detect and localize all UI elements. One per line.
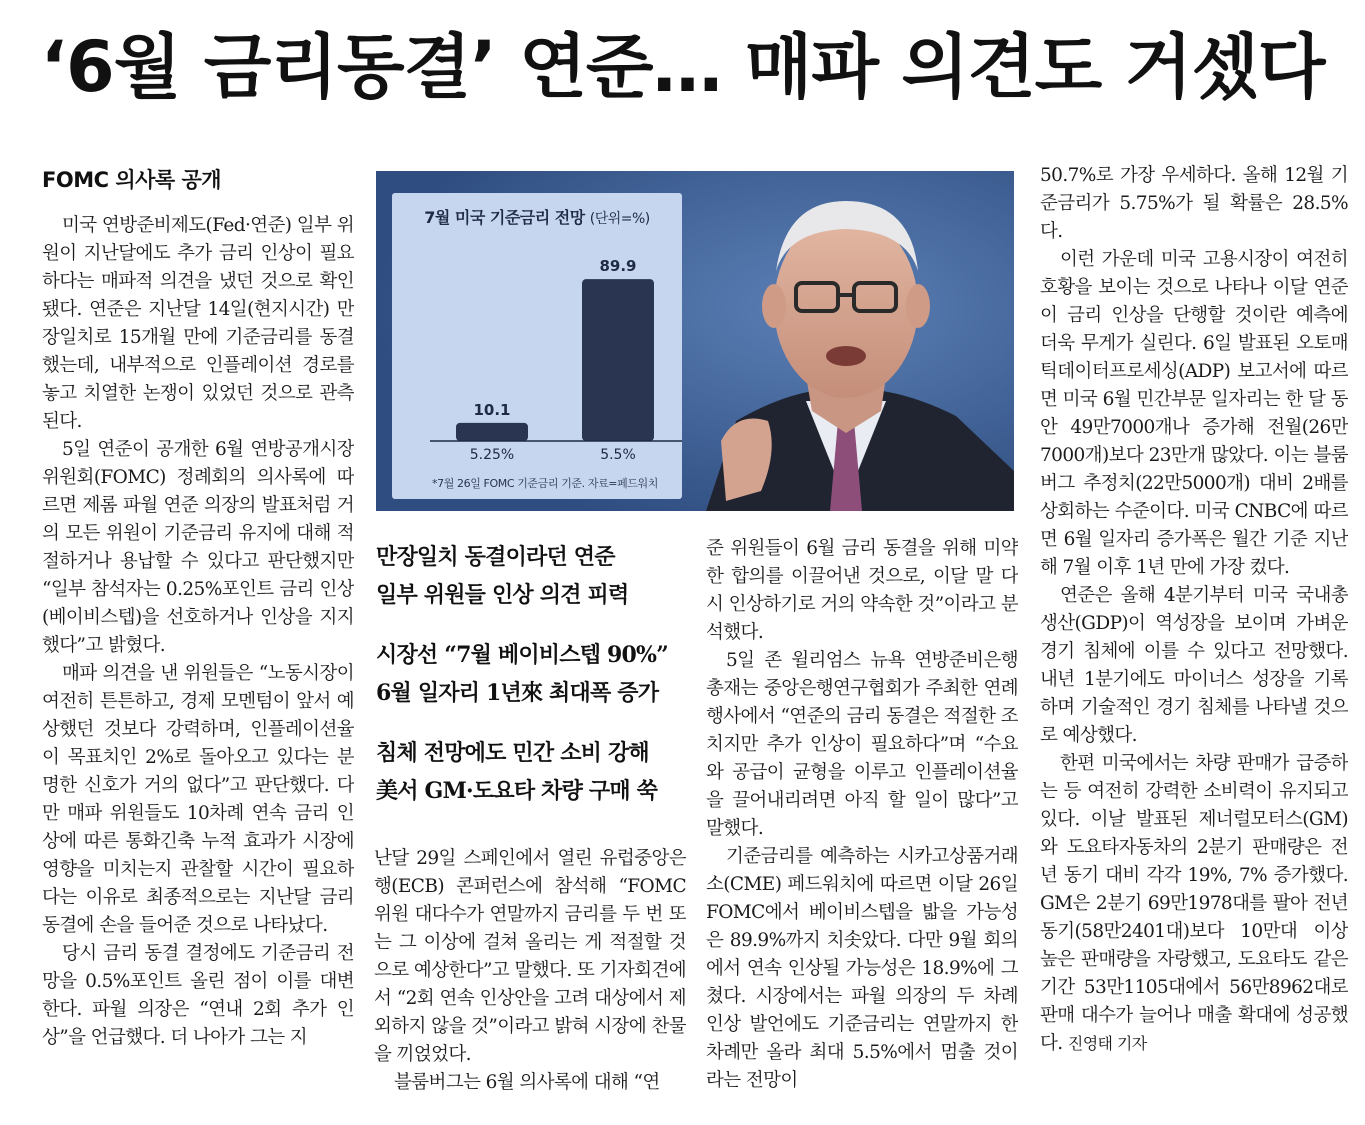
deck-line: 6월 일자리 1년來 최대폭 증가 xyxy=(376,680,659,706)
news-photo xyxy=(376,171,1014,511)
paragraph: 50.7%로 가장 우세하다. 올해 12월 기준금리가 5.75%가 될 확률은 28.5%다. xyxy=(1040,165,1348,242)
subhead: FOMC 의사록 공개 xyxy=(42,168,222,192)
deck-line: 시장선 “7월 베이비스텝 90%” xyxy=(376,642,668,668)
paragraph-text: 한편 미국에서는 차량 판매가 급증하는 등 여전히 강력한 소비력이 유지되고 있다. 이날 발표된 제너럴모터스(GM)와 도요타자동차의 2분기 판매량은 전년 동기 대비 각각 19%, 7% 증가했다. GM은 2분기 69만1978대를 팔아 전년 동기(58만2401대)보다 10만대 이상 높은 판매량을 자랑했고, 도요타도 같은 기간 53만1105대에서 56만8962대로 판매 대수가 늘어나 매출 확대에 성공했다. xyxy=(1040,753,1348,1054)
deck-line: 일부 위원들 인상 의견 피력 xyxy=(376,582,629,608)
bar-chart xyxy=(392,193,682,499)
headline: ‘6월 금리동결’ 연준… 매파 의견도 거셌다 xyxy=(40,26,1325,108)
paragraph: 5일 연준이 공개한 6월 연방공개시장위원회(FOMC) 정례회의 의사록에 따르면 제롬 파월 연준 의장의 발표처럼 거의 모든 위원이 기준금리 유지에 대해 적절하거나 용납할 수 있다고 판단했지만 “일부 참석자는 0.25%포인트 금리 인상(베이비스텝)을 선호하거나 인상을 지지했다”고 밝혔다. xyxy=(42,439,354,656)
paragraph: 이런 가운데 미국 고용시장이 여전히 호황을 보이는 것으로 나타나 이달 연준이 금리 인상을 단행할 것이란 예측에 더욱 무게가 실린다. 6일 발표된 오토매틱데이터프로세싱(ADP) 보고서에 따르면 미국 6월 민간부문 일자리는 한 달 동안 49만7000개나 증가해 전월(26만7000개)보다 23만개 많았다. 이는 블룸버그 추정치(22만5000개) 대비 2배를 상회하는 수준이다. 미국 CNBC에 따르면 6월 일자리 증가폭은 월간 기준 지난해 7월 이후 1년 만에 가장 컸다. xyxy=(1040,249,1348,578)
chart-value-label: 10.1 xyxy=(473,400,511,419)
chart-bar xyxy=(582,279,654,441)
paragraph: 당시 금리 동결 결정에도 기준금리 전망을 0.5%포인트 올린 점이 이를 대변한다. 파월 의장은 “연내 2회 추가 인상”을 언급했다. 더 나아가 그는 지 xyxy=(42,943,354,1048)
deck-1 xyxy=(376,538,688,614)
paragraph: 난달 29일 스페인에서 열린 유럽중앙은행(ECB) 콘퍼런스에 참석해 “FOMC 위원 대다수가 연말까지 금리를 두 번 또는 그 이상에 걸쳐 올리는 게 적절할 것으로 예상한다”고 말했다. 또 기자회견에서 “2회 연속 인상안을 고려 대상에서 제외하지 않을 것”이라고 밝혀 시장에 찬물을 끼얹었다. xyxy=(374,848,686,1065)
deck-line: 만장일치 동결이라던 연준 xyxy=(376,544,615,570)
paragraph: 기준금리를 예측하는 시카고상품거래소(CME) 페드워치에 따르면 이달 26일 FOMC에서 베이비스텝을 밟을 가능성은 89.9%까지 치솟았다. 다만 9월 회의에서 연속 인상될 가능성은 18.9%에 그쳤다. 시장에서는 파월 의장의 두 차례 인상 발언에도 기준금리는 연말까지 한 차례만 올라 최대 5.5%에서 멈출 것이라는 전망이 xyxy=(706,846,1018,1091)
chart-source-note: *7월 26일 FOMC 기준금리 기준. 자료=페드워치 xyxy=(432,477,659,490)
article-column-1 xyxy=(42,162,354,1112)
chart-value-label: 89.9 xyxy=(599,257,637,276)
chart-category-label: 5.25% xyxy=(469,447,515,463)
subheadline-decks xyxy=(376,538,688,832)
deck-line: 침체 전망에도 민간 소비 강해 xyxy=(376,740,649,766)
paragraph: 블룸버그는 6월 의사록에 대해 “연 xyxy=(394,1072,660,1093)
paragraph: 준 위원들이 6월 금리 동결을 위해 미약한 합의를 이끌어낸 것으로, 이달 말 다시 인상하기로 거의 약속한 것”이라고 분석했다. xyxy=(706,538,1018,643)
byline: 진영태 기자 xyxy=(1067,1034,1147,1053)
article-column-2 xyxy=(374,845,686,1110)
deck-2 xyxy=(376,636,688,712)
paragraph: 매파 의견을 낸 위원들은 “노동시장이 여전히 튼튼하고, 경제 모멘텀이 앞서 예상했던 것보다 강력하며, 인플레이션율이 목표치인 2%로 돌아오고 있다는 분명한 신호가 거의 없다”고 판단했다. 다만 매파 위원들도 10차례 연속 금리 인상에 따른 통화긴축 누적 효과가 시장에 영향을 미치는지 관찰할 시간이 필요하다는 이유로 최종적으로는 지난달 금리 동결에 손을 들어준 것으로 나타났다. xyxy=(42,663,354,936)
chart-unit: (단위=%) xyxy=(589,211,650,227)
chart-panel xyxy=(392,193,682,499)
deck-3 xyxy=(376,734,688,810)
paragraph: 미국 연방준비제도(Fed·연준) 일부 위원이 지난달에도 추가 금리 인상이 필요하다는 매파적 의견을 냈던 것으로 확인됐다. 연준은 지난달 14일(현지시간) 만장일치로 15개월 만에 기준금리를 동결했는데, 내부적으로 인플레이션 경로를 놓고 치열한 논쟁이 있었던 것으로 관측된다. xyxy=(42,215,354,432)
paragraph: 연준은 올해 4분기부터 미국 국내총생산(GDP)이 역성장을 보이며 가벼운 경기 침체에 이를 수 있다고 전망했다. 내년 1분기에도 마이너스 성장을 기록하며 기술적인 경기 침체를 나타낼 것으로 예상했다. xyxy=(1040,585,1348,746)
article-column-3 xyxy=(706,535,1018,1110)
deck-line: 美서 GM·도요타 차량 구매 쑥 xyxy=(376,778,658,804)
article-column-4 xyxy=(1040,162,1348,1112)
chart-bar xyxy=(456,423,528,441)
paragraph xyxy=(1040,750,1348,1058)
chart-category-label: 5.5% xyxy=(600,447,636,463)
paragraph: 5일 존 윌리엄스 뉴욕 연방준비은행 총재는 중앙은행연구협회가 주최한 연례 행사에서 “연준의 금리 동결은 적절한 조치지만 추가 인상이 필요하다”며 “수요와 공급이 균형을 이루고 인플레이션율을 끌어내리려면 아직 할 일이 많다”고 말했다. xyxy=(706,650,1018,839)
chart-title-text: 7월 미국 기준금리 전망 xyxy=(424,208,585,227)
